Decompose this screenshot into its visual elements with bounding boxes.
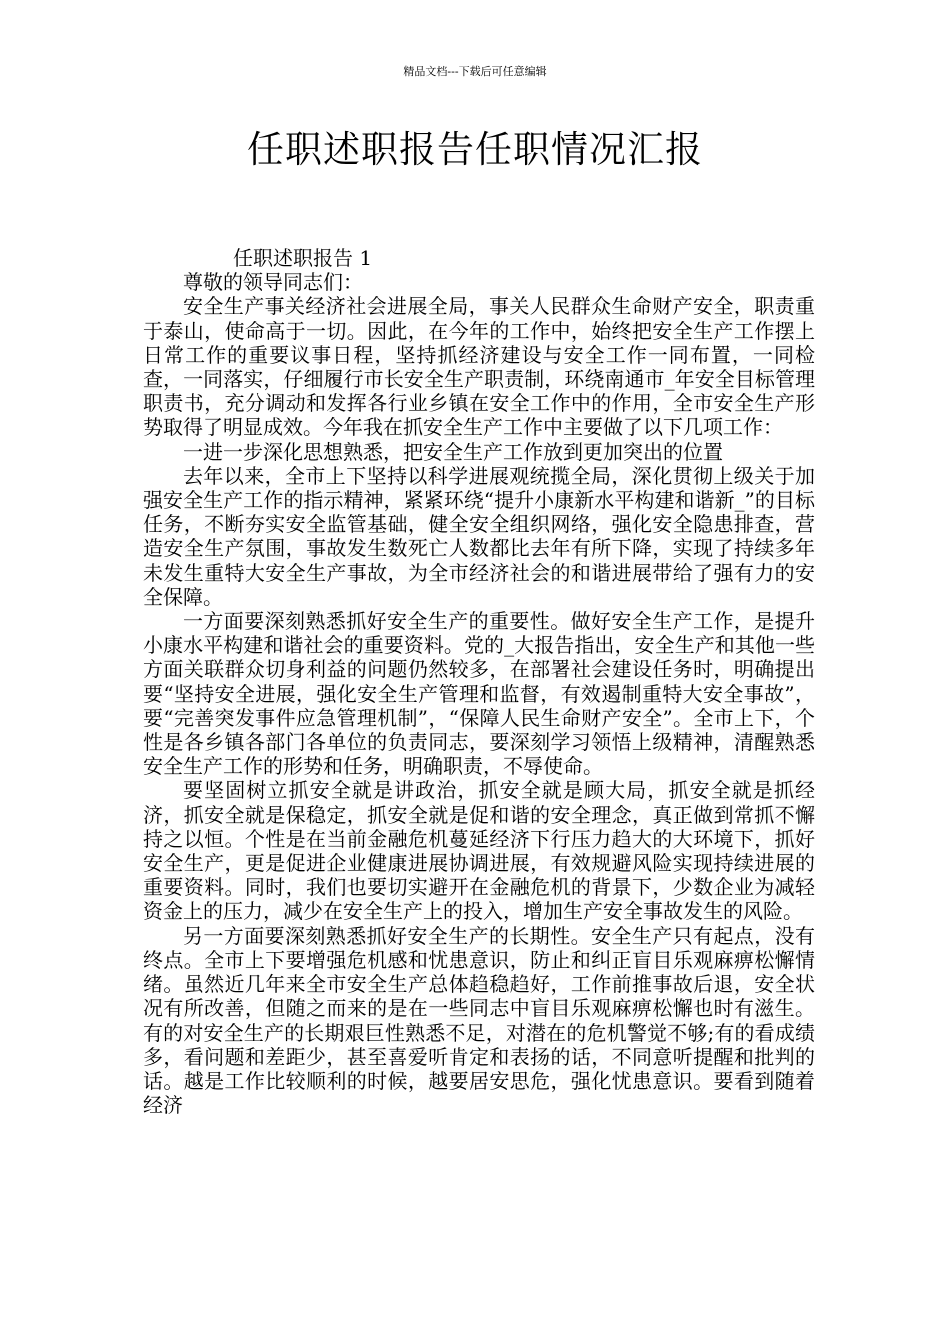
report-subtitle: 任职述职报告 1: [233, 246, 373, 270]
header-note: 精品文档---下载后可任意编辑: [403, 65, 547, 78]
paragraph: 安全生产事关经济社会进展全局，事关人民群众生命财产安全，职责重于泰山，使命高于一切。因此，在今年的工作中，始终把安全生产工作摆上日常工作的重要议事日程，坚持抓经济建设与安全工作一同布置，一同检查，一同落实，仔细履行市长安全生产职责制，环绕南通市_年安全目标管理职责书，充分调动和发挥各行业乡镇在安全工作中的作用，全市安全生产形势取得了明显成效。今年我在抓安全生产工作中主要做了以下几项工作：: [143, 294, 815, 440]
paragraph: 另一方面要深刻熟悉抓好安全生产的长期性。安全生产只有起点，没有终点。全市上下要增强危机感和忧患意识，防止和纠正盲目乐观麻痹松懈情绪。虽然近几年来全市安全生产总体趋稳趋好，工作前推事故后退，安全状况有所改善，但随之而来的是在一些同志中盲目乐观麻痹松懈也时有滋生。有的对安全生产的长期艰巨性熟悉不足，对潜在的危机警觉不够;有的看成绩多，看问题和差距少，甚至喜爱听肯定和表扬的话，不同意听提醒和批判的话。越是工作比较顺利的时候，越要居安思危，强化忧患意识。要看到随着经济: [143, 923, 815, 1118]
salutation: 尊敬的领导同志们：: [183, 270, 363, 295]
paragraph: 要坚固树立抓安全就是讲政治，抓安全就是顾大局，抓安全就是抓经济，抓安全就是保稳定，抓安全就是促和谐的安全理念，真正做到常抓不懈持之以恒。个性是在当前金融危机蔓延经济下行压力趋大的大环境下，抓好安全生产，更是促进企业健康进展协调进展，有效规避风险实现持续进展的重要资料。同时，我们也要切实避开在金融危机的背景下，少数企业为减轻资金上的压力，减少在安全生产上的投入，增加生产安全事故发生的风险。: [143, 778, 815, 924]
document-body: [143, 246, 815, 1117]
paragraph: 一方面要深刻熟悉抓好安全生产的重要性。做好安全生产工作，是提升小康水平构建和谐社会的重要资料。党的_大报告指出，安全生产和其他一些方面关联群众切身利益的问题仍然较多，在部署社会建设任务时，明确提出要“坚持安全进展，强化安全生产管理和监督，有效遏制重特大安全事故”，要“完善突发事件应急管理机制”，“保障人民生命财产安全”。全市上下，个性是各乡镇各部门各单位的负责同志，要深刻学习领悟上级精神，清醒熟悉安全生产工作的形势和任务，明确职责，不辱使命。: [143, 609, 815, 779]
section-heading: 一进一步深化思想熟悉，把安全生产工作放到更加突出的位置: [183, 439, 723, 464]
paragraph: 去年以来，全市上下坚持以科学进展观统揽全局，深化贯彻上级关于加强安全生产工作的指示精神，紧紧环绕“提升小康新水平构建和谐新_”的目标任务，不断夯实安全监管基础，健全安全组织网络，强化安全隐患排查，营造安全生产氛围，事故发生数死亡人数都比去年有所下降，实现了持续多年未发生重特大安全生产事故，为全市经济社会的和谐进展带给了强有力的安全保障。: [143, 463, 815, 609]
document-title: 任职述职报告任职情况汇报: [247, 128, 703, 171]
